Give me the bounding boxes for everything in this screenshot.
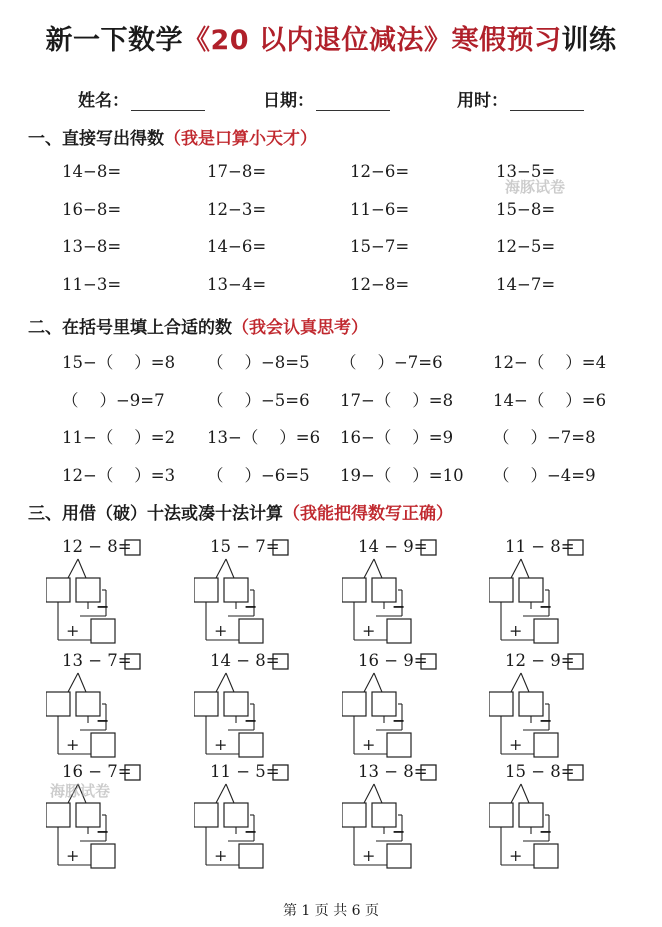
- decomposition-diagram[interactable]: [194, 537, 324, 652]
- section-3-heading: [28, 499, 453, 524]
- equation-item: 11−6=: [350, 200, 410, 219]
- title-part-2: 训练: [561, 25, 617, 56]
- plus-sign: +: [362, 735, 376, 754]
- time-field[interactable]: [457, 86, 584, 111]
- equation-item: 14−8=: [62, 162, 122, 181]
- plus-sign: +: [362, 846, 376, 865]
- plus-sign: +: [362, 621, 376, 640]
- time-label: 用时：: [457, 91, 508, 111]
- page-title: [0, 18, 662, 57]
- fill-blank-item[interactable]: （ ）−8=5: [207, 353, 310, 372]
- name-blank[interactable]: [131, 94, 205, 111]
- minus-sign: −: [392, 822, 406, 841]
- plus-sign: +: [214, 621, 228, 640]
- fill-blank-item[interactable]: 12−（ ）=4: [493, 353, 607, 372]
- decomposition-diagram[interactable]: [342, 762, 472, 877]
- minus-sign: −: [539, 711, 553, 730]
- name-field[interactable]: [78, 86, 205, 111]
- plus-sign: +: [509, 735, 523, 754]
- date-blank[interactable]: [316, 94, 390, 111]
- fill-blank-item[interactable]: （ ）−6=5: [207, 466, 310, 485]
- equation-item: 15−7=: [350, 237, 410, 256]
- fill-blank-item[interactable]: 15−（ ）=8: [62, 353, 176, 372]
- problem-text: 13 − 8=: [358, 762, 428, 781]
- equation-item: 13−8=: [62, 237, 122, 256]
- equation-item: 12−8=: [350, 275, 410, 294]
- decomposition-diagram[interactable]: [489, 537, 619, 652]
- equation-item: 16−8=: [62, 200, 122, 219]
- problem-text: 12 − 8=: [62, 537, 132, 556]
- fill-blank-item[interactable]: （ ）−7=6: [340, 353, 443, 372]
- equation-item: 13−5=: [496, 162, 556, 181]
- section-1-title: 一、直接写出得数: [28, 129, 164, 149]
- watermark: 海豚试卷: [505, 178, 566, 196]
- problem-text: 14 − 9=: [358, 537, 428, 556]
- fill-blank-item[interactable]: 14−（ ）=6: [493, 391, 607, 410]
- section-2-tag: （我会认真思考）: [232, 318, 368, 338]
- section-1-heading: [28, 124, 317, 149]
- problem-text: 15 − 7=: [210, 537, 280, 556]
- minus-sign: −: [539, 822, 553, 841]
- problem-text: 16 − 7=: [62, 762, 132, 781]
- fill-blank-item[interactable]: （ ）−7=8: [493, 428, 596, 447]
- fill-blank-item[interactable]: 12−（ ）=3: [62, 466, 176, 485]
- fill-blank-item[interactable]: （ ）−9=7: [62, 391, 165, 410]
- plus-sign: +: [66, 846, 80, 865]
- decomposition-diagram[interactable]: [342, 651, 472, 766]
- equation-item: 12−5=: [496, 237, 556, 256]
- problem-text: 12 − 9=: [505, 651, 575, 670]
- decomposition-diagram[interactable]: [194, 762, 324, 877]
- equation-item: 12−3=: [207, 200, 267, 219]
- equation-item: 15−8=: [496, 200, 556, 219]
- minus-sign: −: [96, 822, 110, 841]
- fill-blank-item[interactable]: 16−（ ）=9: [340, 428, 454, 447]
- section-3-tag: （我能把得数写正确）: [283, 504, 453, 524]
- equation-item: 11−3=: [62, 275, 122, 294]
- plus-sign: +: [214, 846, 228, 865]
- plus-sign: +: [66, 735, 80, 754]
- minus-sign: −: [96, 711, 110, 730]
- equation-item: 13−4=: [207, 275, 267, 294]
- minus-sign: −: [244, 711, 258, 730]
- title-part-1: 新一下数学: [45, 25, 183, 56]
- decomposition-diagram[interactable]: [342, 537, 472, 652]
- section-3-title: 三、用借（破）十法或凑十法计算: [28, 504, 283, 524]
- plus-sign: +: [214, 735, 228, 754]
- problem-text: 14 − 8=: [210, 651, 280, 670]
- problem-text: 11 − 5=: [210, 762, 280, 781]
- minus-sign: −: [244, 822, 258, 841]
- plus-sign: +: [509, 621, 523, 640]
- decomposition-diagram[interactable]: [194, 651, 324, 766]
- fill-blank-item[interactable]: 11−（ ）=2: [62, 428, 176, 447]
- fill-blank-item[interactable]: 19−（ ）=10: [340, 466, 464, 485]
- date-field[interactable]: [263, 86, 390, 111]
- minus-sign: −: [539, 597, 553, 616]
- decomposition-diagram[interactable]: [489, 762, 619, 877]
- minus-sign: −: [392, 711, 406, 730]
- name-label: 姓名：: [78, 91, 129, 111]
- equation-item: 14−7=: [496, 275, 556, 294]
- plus-sign: +: [66, 621, 80, 640]
- minus-sign: −: [392, 597, 406, 616]
- section-2-heading: [28, 313, 368, 338]
- problem-text: 13 − 7=: [62, 651, 132, 670]
- problem-text: 15 − 8=: [505, 762, 575, 781]
- fill-blank-item[interactable]: 17−（ ）=8: [340, 391, 454, 410]
- minus-sign: −: [244, 597, 258, 616]
- decomposition-diagram[interactable]: [489, 651, 619, 766]
- problem-text: 16 − 9=: [358, 651, 428, 670]
- minus-sign: −: [96, 597, 110, 616]
- plus-sign: +: [509, 846, 523, 865]
- time-blank[interactable]: [510, 94, 584, 111]
- equation-item: 14−6=: [207, 237, 267, 256]
- equation-item: 12−6=: [350, 162, 410, 181]
- date-label: 日期：: [263, 91, 314, 111]
- problem-text: 11 − 8=: [505, 537, 575, 556]
- title-highlight: 《20 以内退位减法》寒假预习: [183, 25, 562, 56]
- fill-blank-item[interactable]: （ ）−4=9: [493, 466, 596, 485]
- decomposition-diagram[interactable]: [46, 537, 176, 652]
- watermark: 海豚试卷: [50, 782, 111, 800]
- equation-item: 17−8=: [207, 162, 267, 181]
- section-2-title: 二、在括号里填上合适的数: [28, 318, 232, 338]
- page-footer: 第 1 页 共 6 页: [282, 903, 380, 919]
- fill-blank-item[interactable]: 13−（ ）=6: [207, 428, 321, 447]
- section-1-tag: （我是口算小天才）: [164, 129, 317, 149]
- decomposition-diagram[interactable]: [46, 651, 176, 766]
- fill-blank-item[interactable]: （ ）−5=6: [207, 391, 310, 410]
